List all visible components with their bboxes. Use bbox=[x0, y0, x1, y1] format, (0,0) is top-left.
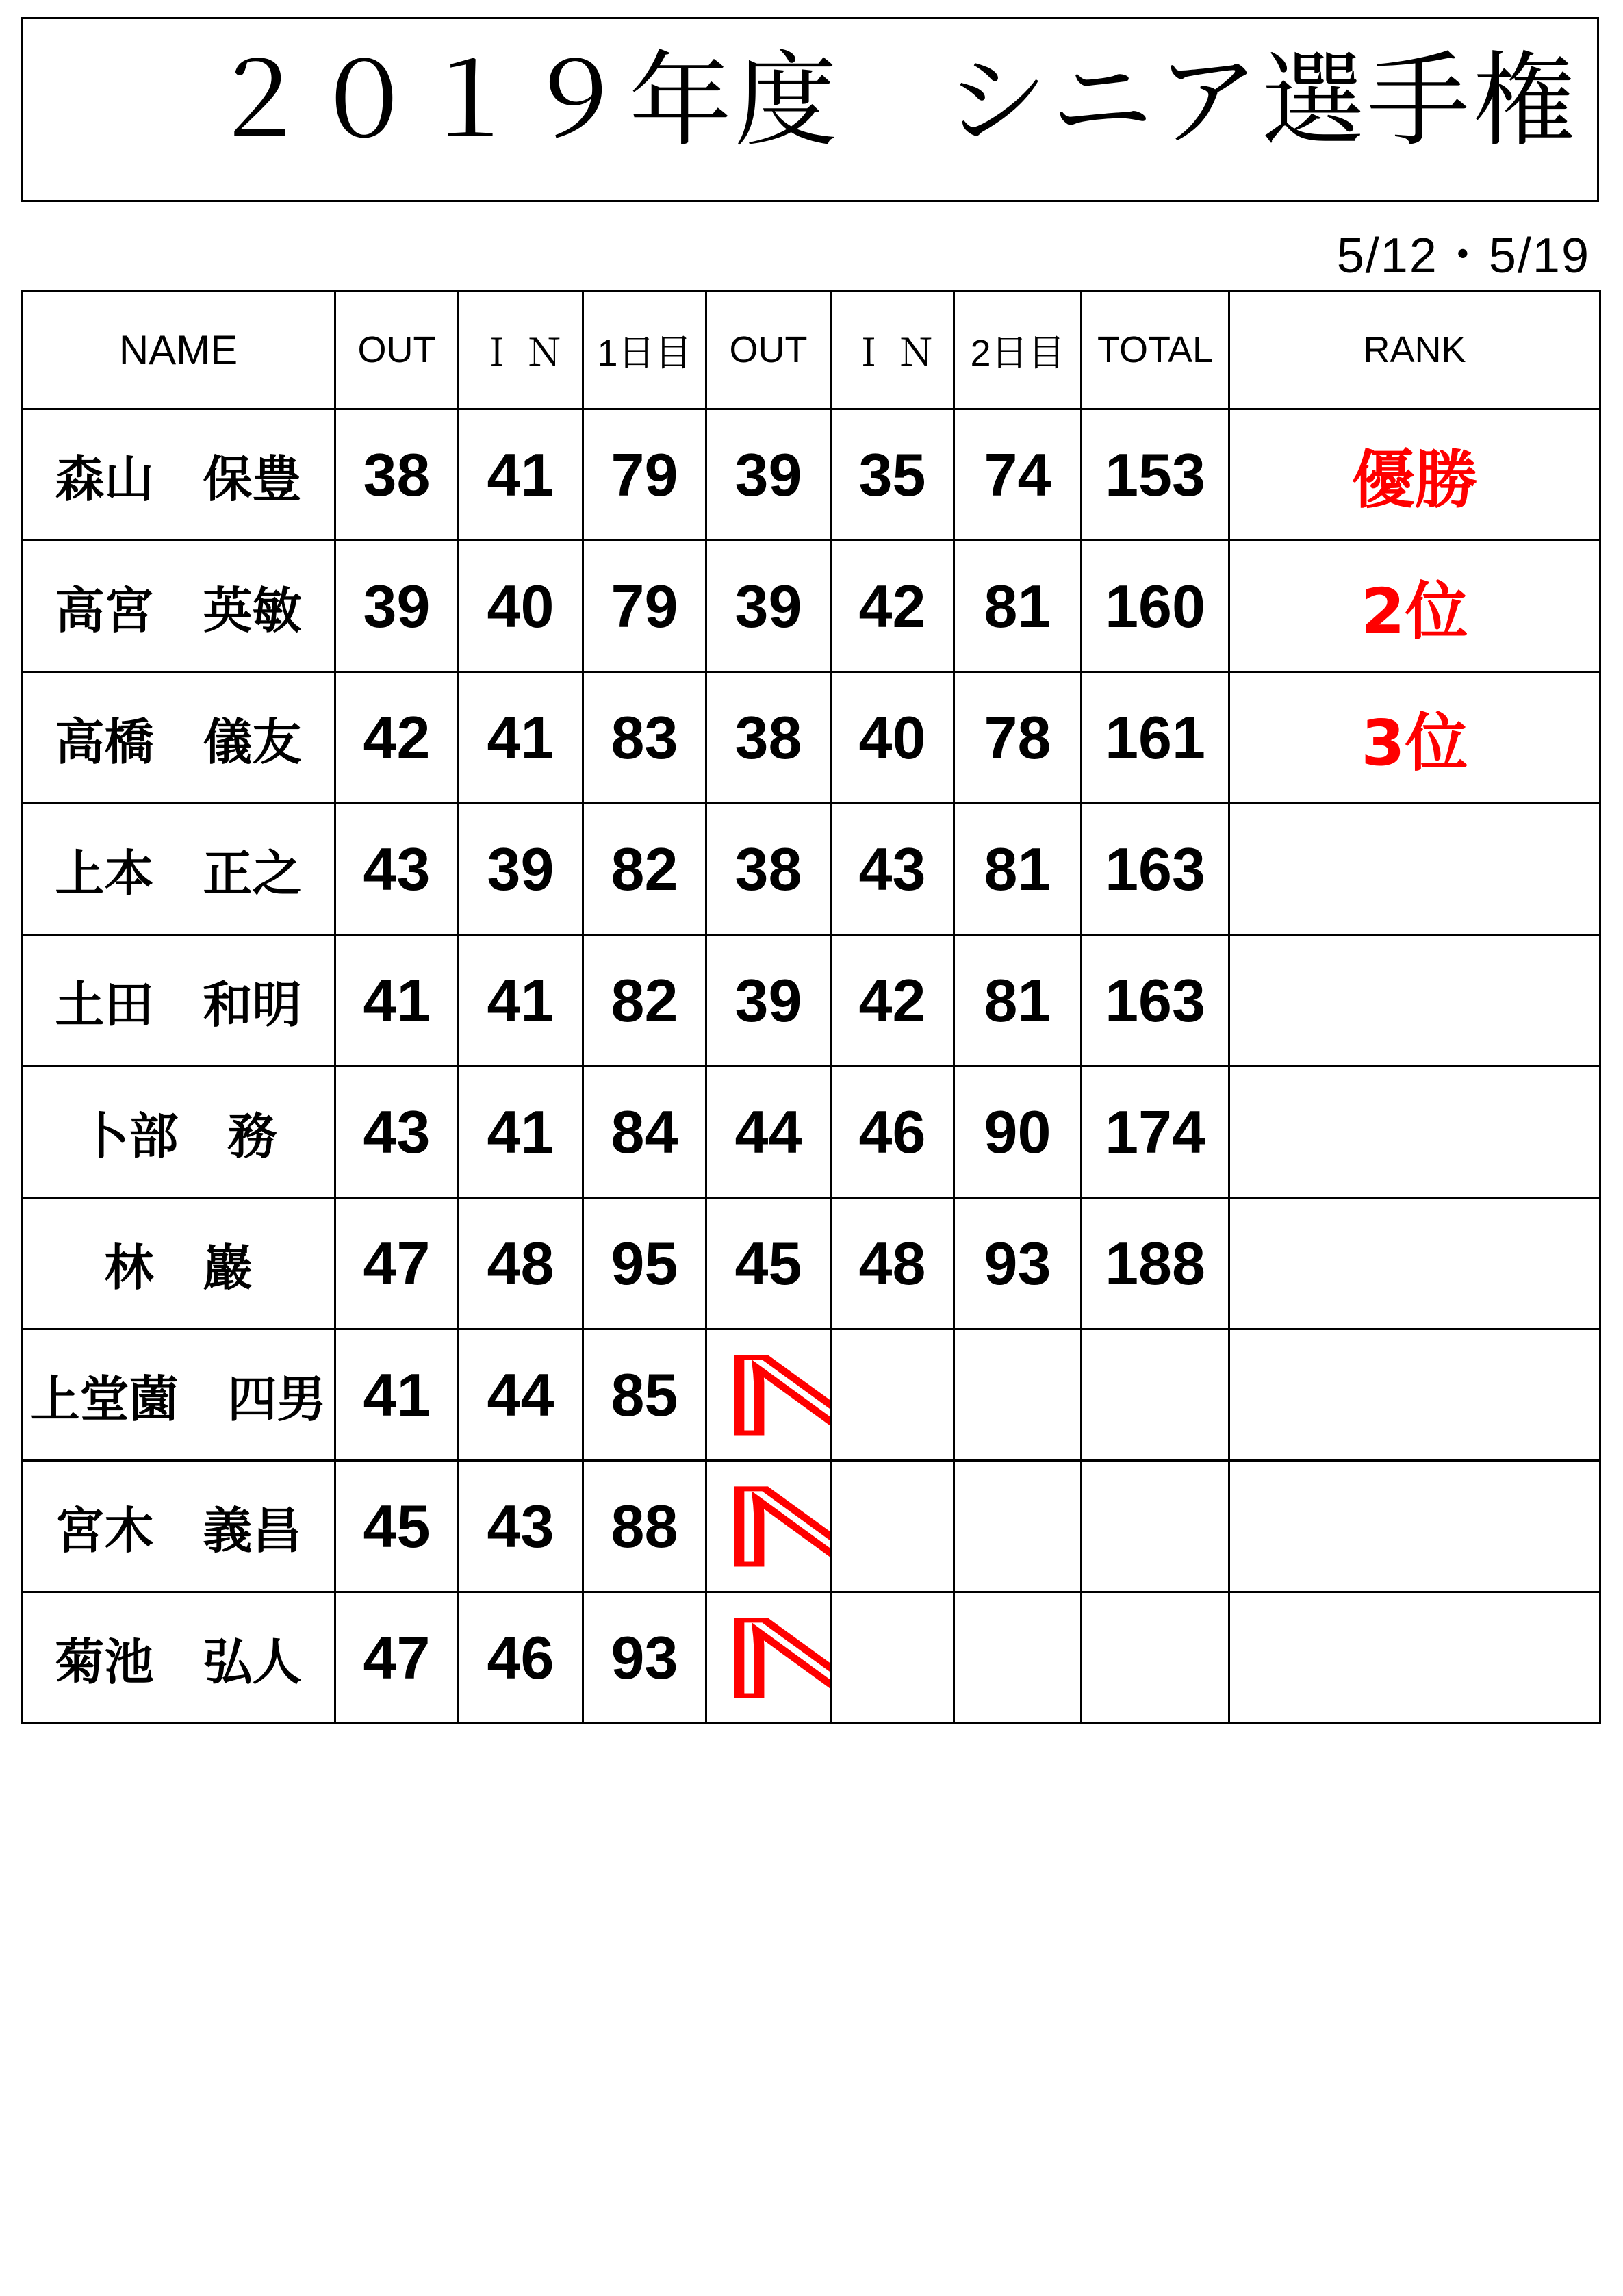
header-out-day1: OUT bbox=[335, 291, 459, 409]
player-name: 林 巖 bbox=[22, 1198, 335, 1329]
player-name: 土田 和明 bbox=[22, 935, 335, 1067]
score-in2: 42 bbox=[831, 935, 954, 1067]
player-name: 菊池 弘人 bbox=[22, 1592, 335, 1724]
rank-cell bbox=[1229, 935, 1600, 1067]
header-rank: RANK bbox=[1229, 291, 1600, 409]
title-box bbox=[21, 17, 1599, 202]
score-day1: 84 bbox=[583, 1067, 706, 1198]
rank-cell bbox=[1229, 1592, 1600, 1724]
table-row bbox=[22, 1198, 1600, 1329]
header-day1-total: 1日目 bbox=[583, 291, 706, 409]
no-return-mark bbox=[719, 1616, 1199, 1698]
score-out1: 41 bbox=[335, 935, 459, 1067]
header-out-day2: OUT bbox=[706, 291, 831, 409]
player-name: 上本 正之 bbox=[22, 804, 335, 935]
score-day2: 78 bbox=[954, 672, 1082, 804]
score-in1: 40 bbox=[459, 541, 583, 672]
event-dates: 5/12・5/19 bbox=[1336, 229, 1590, 283]
player-name: 高宮 英敏 bbox=[22, 541, 335, 672]
score-in2: 35 bbox=[831, 409, 954, 541]
rank-cell bbox=[1229, 1198, 1600, 1329]
score-out1: 39 bbox=[335, 541, 459, 672]
score-out1: 47 bbox=[335, 1198, 459, 1329]
score-in1: 41 bbox=[459, 672, 583, 804]
score-total: 174 bbox=[1082, 1067, 1229, 1198]
score-in1: 46 bbox=[459, 1592, 583, 1724]
no-return-label: N. R bbox=[719, 1485, 1199, 1567]
score-in1: 43 bbox=[459, 1461, 583, 1592]
score-day2: 90 bbox=[954, 1067, 1082, 1198]
score-out2: 45 bbox=[706, 1198, 831, 1329]
score-total: 188 bbox=[1082, 1198, 1229, 1329]
score-in2: 46 bbox=[831, 1067, 954, 1198]
table-row bbox=[22, 935, 1600, 1067]
score-day2: 81 bbox=[954, 804, 1082, 935]
score-in1: 39 bbox=[459, 804, 583, 935]
rank-cell bbox=[1229, 1067, 1600, 1198]
empty-cell bbox=[1082, 1329, 1229, 1461]
no-return-label: N. R bbox=[719, 1353, 1199, 1436]
results-body bbox=[22, 409, 1600, 1724]
page-title: ２０１９年度 シニア選手権 bbox=[207, 42, 1579, 161]
rank-cell: 3位 bbox=[1229, 672, 1600, 804]
score-out2: 39 bbox=[706, 541, 831, 672]
table-row bbox=[22, 1067, 1600, 1198]
score-day1: 82 bbox=[583, 804, 706, 935]
empty-cell bbox=[831, 1461, 954, 1592]
score-in2: 48 bbox=[831, 1198, 954, 1329]
empty-cell bbox=[831, 1592, 954, 1724]
score-out1: 43 bbox=[335, 1067, 459, 1198]
score-total: 161 bbox=[1082, 672, 1229, 804]
score-day2: 93 bbox=[954, 1198, 1082, 1329]
score-out1: 41 bbox=[335, 1329, 459, 1461]
score-out1: 47 bbox=[335, 1592, 459, 1724]
score-day1: 95 bbox=[583, 1198, 706, 1329]
no-return-cell bbox=[706, 1461, 1199, 1592]
score-in1: 44 bbox=[459, 1329, 583, 1461]
score-total: 163 bbox=[1082, 935, 1229, 1067]
score-out1: 45 bbox=[335, 1461, 459, 1592]
empty-cell bbox=[954, 1461, 1082, 1592]
table-row bbox=[22, 672, 1600, 804]
no-return-mark bbox=[719, 1353, 1199, 1436]
no-return-cell bbox=[706, 1592, 1199, 1724]
score-day1: 93 bbox=[583, 1592, 706, 1724]
score-out1: 42 bbox=[335, 672, 459, 804]
player-name: 卜部 務 bbox=[22, 1067, 335, 1198]
header-name: NAME bbox=[22, 291, 335, 409]
no-return-cell bbox=[706, 1329, 1199, 1461]
empty-cell bbox=[954, 1592, 1082, 1724]
no-return-mark bbox=[719, 1485, 1199, 1567]
score-out2: 38 bbox=[706, 804, 831, 935]
score-out2: 39 bbox=[706, 409, 831, 541]
score-out2: 38 bbox=[706, 672, 831, 804]
results-table bbox=[21, 290, 1601, 1724]
rank-cell bbox=[1229, 1461, 1600, 1592]
table-row bbox=[22, 804, 1600, 935]
table-row bbox=[22, 1329, 1600, 1461]
score-day1: 79 bbox=[583, 541, 706, 672]
score-in2: 42 bbox=[831, 541, 954, 672]
header-in-day1: Ｉ Ｎ bbox=[459, 291, 583, 409]
rank-cell: 優勝 bbox=[1229, 409, 1600, 541]
score-day2: 74 bbox=[954, 409, 1082, 541]
empty-cell bbox=[954, 1329, 1082, 1461]
empty-cell bbox=[1082, 1461, 1229, 1592]
table-row bbox=[22, 1592, 1600, 1724]
table-row bbox=[22, 541, 1600, 672]
empty-cell bbox=[831, 1329, 954, 1461]
no-return-label: N. R bbox=[719, 1616, 1199, 1698]
score-out1: 43 bbox=[335, 804, 459, 935]
score-day1: 83 bbox=[583, 672, 706, 804]
header-day2-total: 2日目 bbox=[954, 291, 1082, 409]
score-total: 163 bbox=[1082, 804, 1229, 935]
table-row bbox=[22, 409, 1600, 541]
score-out2: 44 bbox=[706, 1067, 831, 1198]
score-in1: 41 bbox=[459, 1067, 583, 1198]
score-out1: 38 bbox=[335, 409, 459, 541]
table-row bbox=[22, 1461, 1600, 1592]
score-day1: 82 bbox=[583, 935, 706, 1067]
score-in2: 40 bbox=[831, 672, 954, 804]
header-total: TOTAL bbox=[1082, 291, 1229, 409]
score-total: 160 bbox=[1082, 541, 1229, 672]
score-day2: 81 bbox=[954, 935, 1082, 1067]
score-in1: 41 bbox=[459, 935, 583, 1067]
player-name: 森山 保豊 bbox=[22, 409, 335, 541]
header-row bbox=[22, 291, 1600, 409]
score-in1: 48 bbox=[459, 1198, 583, 1329]
rank-cell: 2位 bbox=[1229, 541, 1600, 672]
empty-cell bbox=[1082, 1592, 1229, 1724]
player-name: 高橋 儀友 bbox=[22, 672, 335, 804]
score-day1: 88 bbox=[583, 1461, 706, 1592]
score-day2: 81 bbox=[954, 541, 1082, 672]
player-name: 上堂薗 四男 bbox=[22, 1329, 335, 1461]
score-day1: 79 bbox=[583, 409, 706, 541]
player-name: 宮木 義昌 bbox=[22, 1461, 335, 1592]
header-in-day2: Ｉ Ｎ bbox=[831, 291, 954, 409]
score-out2: 39 bbox=[706, 935, 831, 1067]
score-day1: 85 bbox=[583, 1329, 706, 1461]
score-total: 153 bbox=[1082, 409, 1229, 541]
score-in2: 43 bbox=[831, 804, 954, 935]
rank-cell bbox=[1229, 1329, 1600, 1461]
rank-cell bbox=[1229, 804, 1600, 935]
score-in1: 41 bbox=[459, 409, 583, 541]
